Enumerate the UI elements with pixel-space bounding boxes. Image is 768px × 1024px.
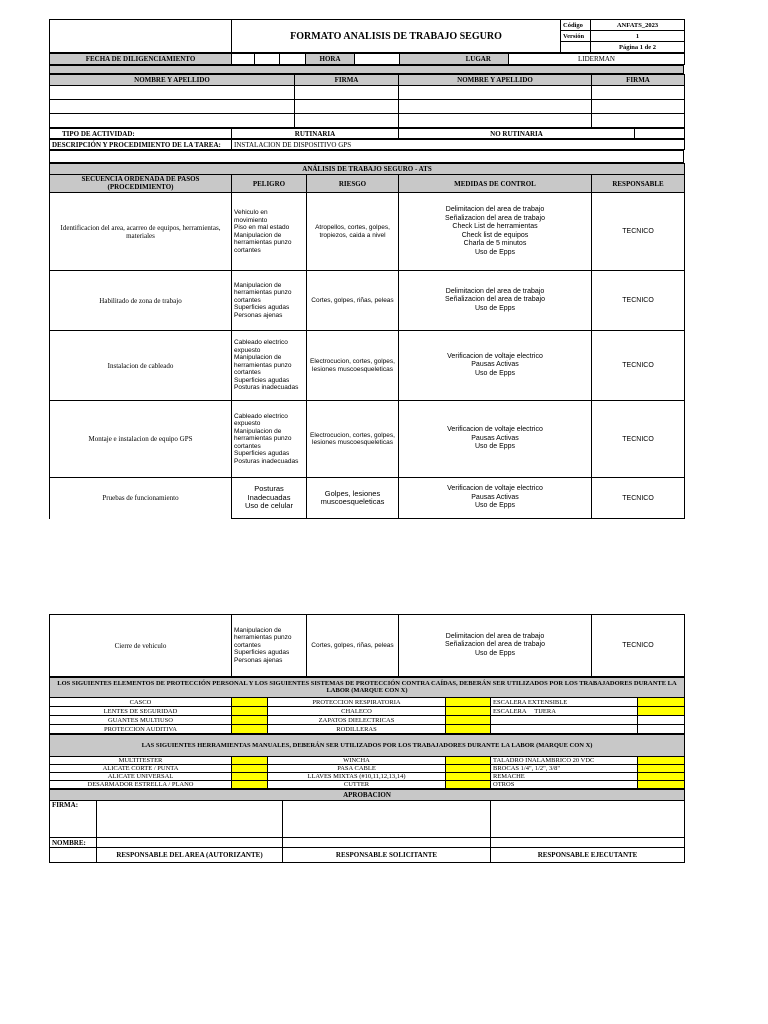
step-description: Instalacion de cableado xyxy=(50,331,232,401)
descripcion-label: DESCRIPCIÓN Y PROCEDIMIENTO DE LA TAREA: xyxy=(50,140,232,150)
epp-item: CHALECO xyxy=(268,707,446,716)
version-label: Versión xyxy=(561,31,591,42)
control-measures-cell: Delimitacion del area de trabajo Señalizacion del area de trabajo Check List de herramientas Check list de equipos Charla de 5 minutos Uso de Epps xyxy=(399,193,592,271)
hora-label: HORA xyxy=(306,54,355,65)
tool-item: WINCHA xyxy=(268,757,446,765)
control-measures-cell: Delimitacion del area de trabajo Señalizacion del area de trabajo Uso de Epps xyxy=(399,615,592,677)
epp-item: ESCALERA TIJERA xyxy=(491,707,638,716)
ats-row xyxy=(50,478,685,519)
tool-checkbox[interactable] xyxy=(638,765,685,773)
document-title: FORMATO ANALISIS DE TRABAJO SEGURO xyxy=(232,20,561,53)
ats-table-continued xyxy=(49,614,685,677)
tool-checkbox[interactable] xyxy=(232,765,268,773)
ats-row xyxy=(50,331,685,401)
description-row xyxy=(49,139,685,150)
tool-item: ALICATE CORTE / PUNTA xyxy=(50,765,232,773)
participant-signature-field[interactable] xyxy=(592,86,685,100)
tool-checkbox[interactable] xyxy=(232,773,268,781)
ats-row xyxy=(50,401,685,478)
firma-header-1: FIRMA xyxy=(295,75,399,86)
name-field-autorizante[interactable] xyxy=(97,838,283,848)
spacer-row xyxy=(49,65,684,74)
tool-item: BROCAS 1/4", 1/2", 3/8" xyxy=(491,765,638,773)
epp-checkbox[interactable] xyxy=(638,698,685,707)
participant-signature-field[interactable] xyxy=(592,100,685,114)
epp-item: PROTECCION RESPIRATORIA xyxy=(268,698,446,707)
responsible-cell: TECNICO xyxy=(592,193,685,271)
col-header-responsable: RESPONSABLE xyxy=(592,175,685,193)
risk-cell: Atropellos, cortes, golpes, tropiezos, caida a nivel xyxy=(307,193,399,271)
risk-cell: Electrocucion, cortes, golpes, lesiones muscoesqueleticas xyxy=(307,401,399,478)
hora-field[interactable] xyxy=(355,54,400,65)
firma-header-2: FIRMA xyxy=(592,75,685,86)
tool-checkbox[interactable] xyxy=(446,781,491,789)
step-description: Pruebas de funcionamiento xyxy=(50,478,232,519)
hazard-cell: Posturas Inadecuadas Uso de celular xyxy=(232,478,307,519)
tipo-actividad-label: TIPO DE ACTIVIDAD: xyxy=(50,129,232,139)
participants-table xyxy=(49,74,685,128)
participant-signature-field[interactable] xyxy=(295,86,399,100)
responsible-cell: TECNICO xyxy=(592,331,685,401)
responsible-cell: TECNICO xyxy=(592,478,685,519)
approval-table xyxy=(49,789,685,863)
tool-item: TALADRO INALAMBRICO 20 VDC xyxy=(491,757,638,765)
tool-checkbox[interactable] xyxy=(638,773,685,781)
tool-checkbox[interactable] xyxy=(446,765,491,773)
epp-checkbox[interactable] xyxy=(232,725,268,734)
participant-signature-field[interactable] xyxy=(295,100,399,114)
codigo-label: Código xyxy=(561,20,591,31)
ats-title: ANÁLISIS DE TRABAJO SEGURO - ATS xyxy=(50,164,685,175)
page-2 xyxy=(49,614,684,863)
col-header-pasos: SECUENCIA ORDENADA DE PASOS (PROCEDIMIENTO) xyxy=(50,175,232,193)
hazard-cell: Vehiculo en movimiento Piso en mal estado Manipulacion de herramientas punzo cortantes xyxy=(232,193,307,271)
page-number: Página 1 de 2 xyxy=(591,42,685,53)
approval-title: APROBACION xyxy=(50,790,685,801)
rutinaria-option[interactable]: RUTINARIA xyxy=(232,129,399,139)
tools-table xyxy=(49,734,685,789)
epp-checkbox[interactable] xyxy=(232,716,268,725)
step-description: Habilitado de zona de trabajo xyxy=(50,271,232,331)
no-rutinaria-option[interactable]: NO RUTINARIA xyxy=(399,129,635,139)
firma-label: FIRMA: xyxy=(50,801,97,838)
risk-cell: Cortes, golpes, riñas, peleas xyxy=(307,271,399,331)
epp-item: PROTECCION AUDITIVA xyxy=(50,725,232,734)
epp-item: CASCO xyxy=(50,698,232,707)
epp-table xyxy=(49,677,685,734)
fecha-row xyxy=(49,53,685,65)
responsible-cell: TECNICO xyxy=(592,271,685,331)
epp-item: GUANTES MULTIUSO xyxy=(50,716,232,725)
responsible-cell: TECNICO xyxy=(592,615,685,677)
tool-checkbox[interactable] xyxy=(638,781,685,789)
signature-field-autorizante[interactable] xyxy=(97,801,283,838)
role-autorizante: RESPONSABLE DEL AREA (AUTORIZANTE) xyxy=(97,848,283,863)
nombre-header-2: NOMBRE Y APELLIDO xyxy=(399,75,592,86)
name-field-solicitante[interactable] xyxy=(283,838,491,848)
responsible-cell: TECNICO xyxy=(592,401,685,478)
codigo-value: ANFATS_2023 xyxy=(591,20,685,31)
participant-name-field[interactable] xyxy=(50,114,295,128)
participant-name-field[interactable] xyxy=(399,100,592,114)
fecha-year-field[interactable] xyxy=(280,54,306,65)
tool-checkbox[interactable] xyxy=(232,757,268,765)
header-table xyxy=(49,19,685,53)
epp-checkbox[interactable] xyxy=(638,707,685,716)
participant-signature-field[interactable] xyxy=(295,114,399,128)
tool-item: CUTTER xyxy=(268,781,446,789)
no-rutinaria-checkbox[interactable] xyxy=(635,129,685,139)
activity-type-row xyxy=(49,128,685,139)
tool-checkbox[interactable] xyxy=(232,781,268,789)
participant-name-field[interactable] xyxy=(399,114,592,128)
epp-item xyxy=(491,725,638,734)
tool-checkbox[interactable] xyxy=(446,773,491,781)
epp-checkbox[interactable] xyxy=(232,698,268,707)
epp-checkbox[interactable] xyxy=(446,716,491,725)
epp-title: LOS SIGUIENTES ELEMENTOS DE PROTECCIÓN PERSONAL Y LOS SIGUIENTES SISTEMAS DE PROTECCIÓN CONTRA CAÍDAS, DEBERÁN SER UTILIZADOS POR LOS TRABAJADORES DURANTE LA LABOR (MARQUE CON X) xyxy=(50,678,685,698)
epp-item: RODILLERAS xyxy=(268,725,446,734)
tool-checkbox[interactable] xyxy=(638,757,685,765)
fecha-month-field[interactable] xyxy=(255,54,280,65)
signature-field-ejecutante[interactable] xyxy=(491,801,685,838)
nombre-label: NOMBRE: xyxy=(50,838,97,848)
ats-row xyxy=(50,615,685,677)
hazard-cell: Manipulacion de herramientas punzo cortantes Superficies agudas Personas ajenas xyxy=(232,615,307,677)
name-field-ejecutante[interactable] xyxy=(491,838,685,848)
step-description: Identificacion del area, acarreo de equipos, herramientas, materiales xyxy=(50,193,232,271)
tool-item: ALICATE UNIVERSAL xyxy=(50,773,232,781)
epp-checkbox[interactable] xyxy=(446,707,491,716)
epp-item xyxy=(491,716,638,725)
ats-row xyxy=(50,271,685,331)
role-solicitante: RESPONSABLE SOLICITANTE xyxy=(283,848,491,863)
epp-checkbox[interactable] xyxy=(446,698,491,707)
tool-item: MULTITESTER xyxy=(50,757,232,765)
lugar-label: LUGAR xyxy=(449,54,509,65)
control-measures-cell: Delimitacion del area de trabajo Señalizacion del area de trabajo Uso de Epps xyxy=(399,271,592,331)
logo-area xyxy=(50,20,232,53)
col-header-peligro: PELIGRO xyxy=(232,175,307,193)
fecha-day-field[interactable] xyxy=(232,54,255,65)
step-description: Montaje e instalacion de equipo GPS xyxy=(50,401,232,478)
epp-checkbox[interactable] xyxy=(232,707,268,716)
col-header-medidas: MEDIDAS DE CONTROL xyxy=(399,175,592,193)
tool-item: REMACHE xyxy=(491,773,638,781)
tool-item: LLAVES MIXTAS (#10,11,12,13,14) xyxy=(268,773,446,781)
control-measures-cell: Verificacion de voltaje electrico Pausas Activas Uso de Epps xyxy=(399,401,592,478)
ats-row xyxy=(50,193,685,271)
tools-title: LAS SIGUIENTES HERRAMIENTAS MANUALES, DEBERÁN SER UTILIZADOS POR LOS TRABAJADORES DURANTE LA LABOR (MARQUE CON X) xyxy=(50,735,685,757)
risk-cell: Electrocucion, cortes, golpes, lesiones muscoesqueleticas xyxy=(307,331,399,401)
role-ejecutante: RESPONSABLE EJECUTANTE xyxy=(491,848,685,863)
participant-name-field[interactable] xyxy=(50,86,295,100)
spacer-row xyxy=(49,150,684,163)
nombre-header-1: NOMBRE Y APELLIDO xyxy=(50,75,295,86)
tool-item: OTROS xyxy=(491,781,638,789)
signature-field-solicitante[interactable] xyxy=(283,801,491,838)
tool-checkbox[interactable] xyxy=(446,757,491,765)
epp-item: LENTES DE SEGURIDAD xyxy=(50,707,232,716)
col-header-riesgo: RIESGO xyxy=(307,175,399,193)
version-value: 1 xyxy=(591,31,685,42)
hazard-cell: Cableado electrico expuesto Manipulacion de herramientas punzo cortantes Superficies agudas Posturas inadecuadas xyxy=(232,401,307,478)
control-measures-cell: Verificacion de voltaje electrico Pausas Activas Uso de Epps xyxy=(399,331,592,401)
epp-item: ESCALERA EXTENSIBLE xyxy=(491,698,638,707)
epp-checkbox[interactable] xyxy=(446,725,491,734)
participant-name-field[interactable] xyxy=(50,100,295,114)
epp-item: ZAPATOS DIELECTRICAS xyxy=(268,716,446,725)
ats-table xyxy=(49,163,685,519)
fecha-label: FECHA DE DILIGENCIAMIENTO xyxy=(50,54,232,65)
participant-signature-field[interactable] xyxy=(592,114,685,128)
risk-cell: Golpes, lesiones muscoesqueleticas xyxy=(307,478,399,519)
descripcion-value[interactable]: INSTALACION DE DISPOSITIVO GPS xyxy=(232,140,685,150)
page-1 xyxy=(49,19,684,519)
hazard-cell: Manipulacion de herramientas punzo cortantes Superficies agudas Personas ajenas xyxy=(232,271,307,331)
lugar-value[interactable]: LIDERMAN xyxy=(509,54,685,65)
control-measures-cell: Verificacion de voltaje electrico Pausas Activas Uso de Epps xyxy=(399,478,592,519)
risk-cell: Cortes, golpes, riñas, peleas xyxy=(307,615,399,677)
step-description: Cierre de vehiculo xyxy=(50,615,232,677)
hazard-cell: Cableado electrico expuesto Manipulacion de herramientas punzo cortantes Superficies agudas Posturas inadecuadas xyxy=(232,331,307,401)
tool-item: DESARMADOR ESTRELLA / PLANO xyxy=(50,781,232,789)
participant-name-field[interactable] xyxy=(399,86,592,100)
tool-item: PASA CABLE xyxy=(268,765,446,773)
